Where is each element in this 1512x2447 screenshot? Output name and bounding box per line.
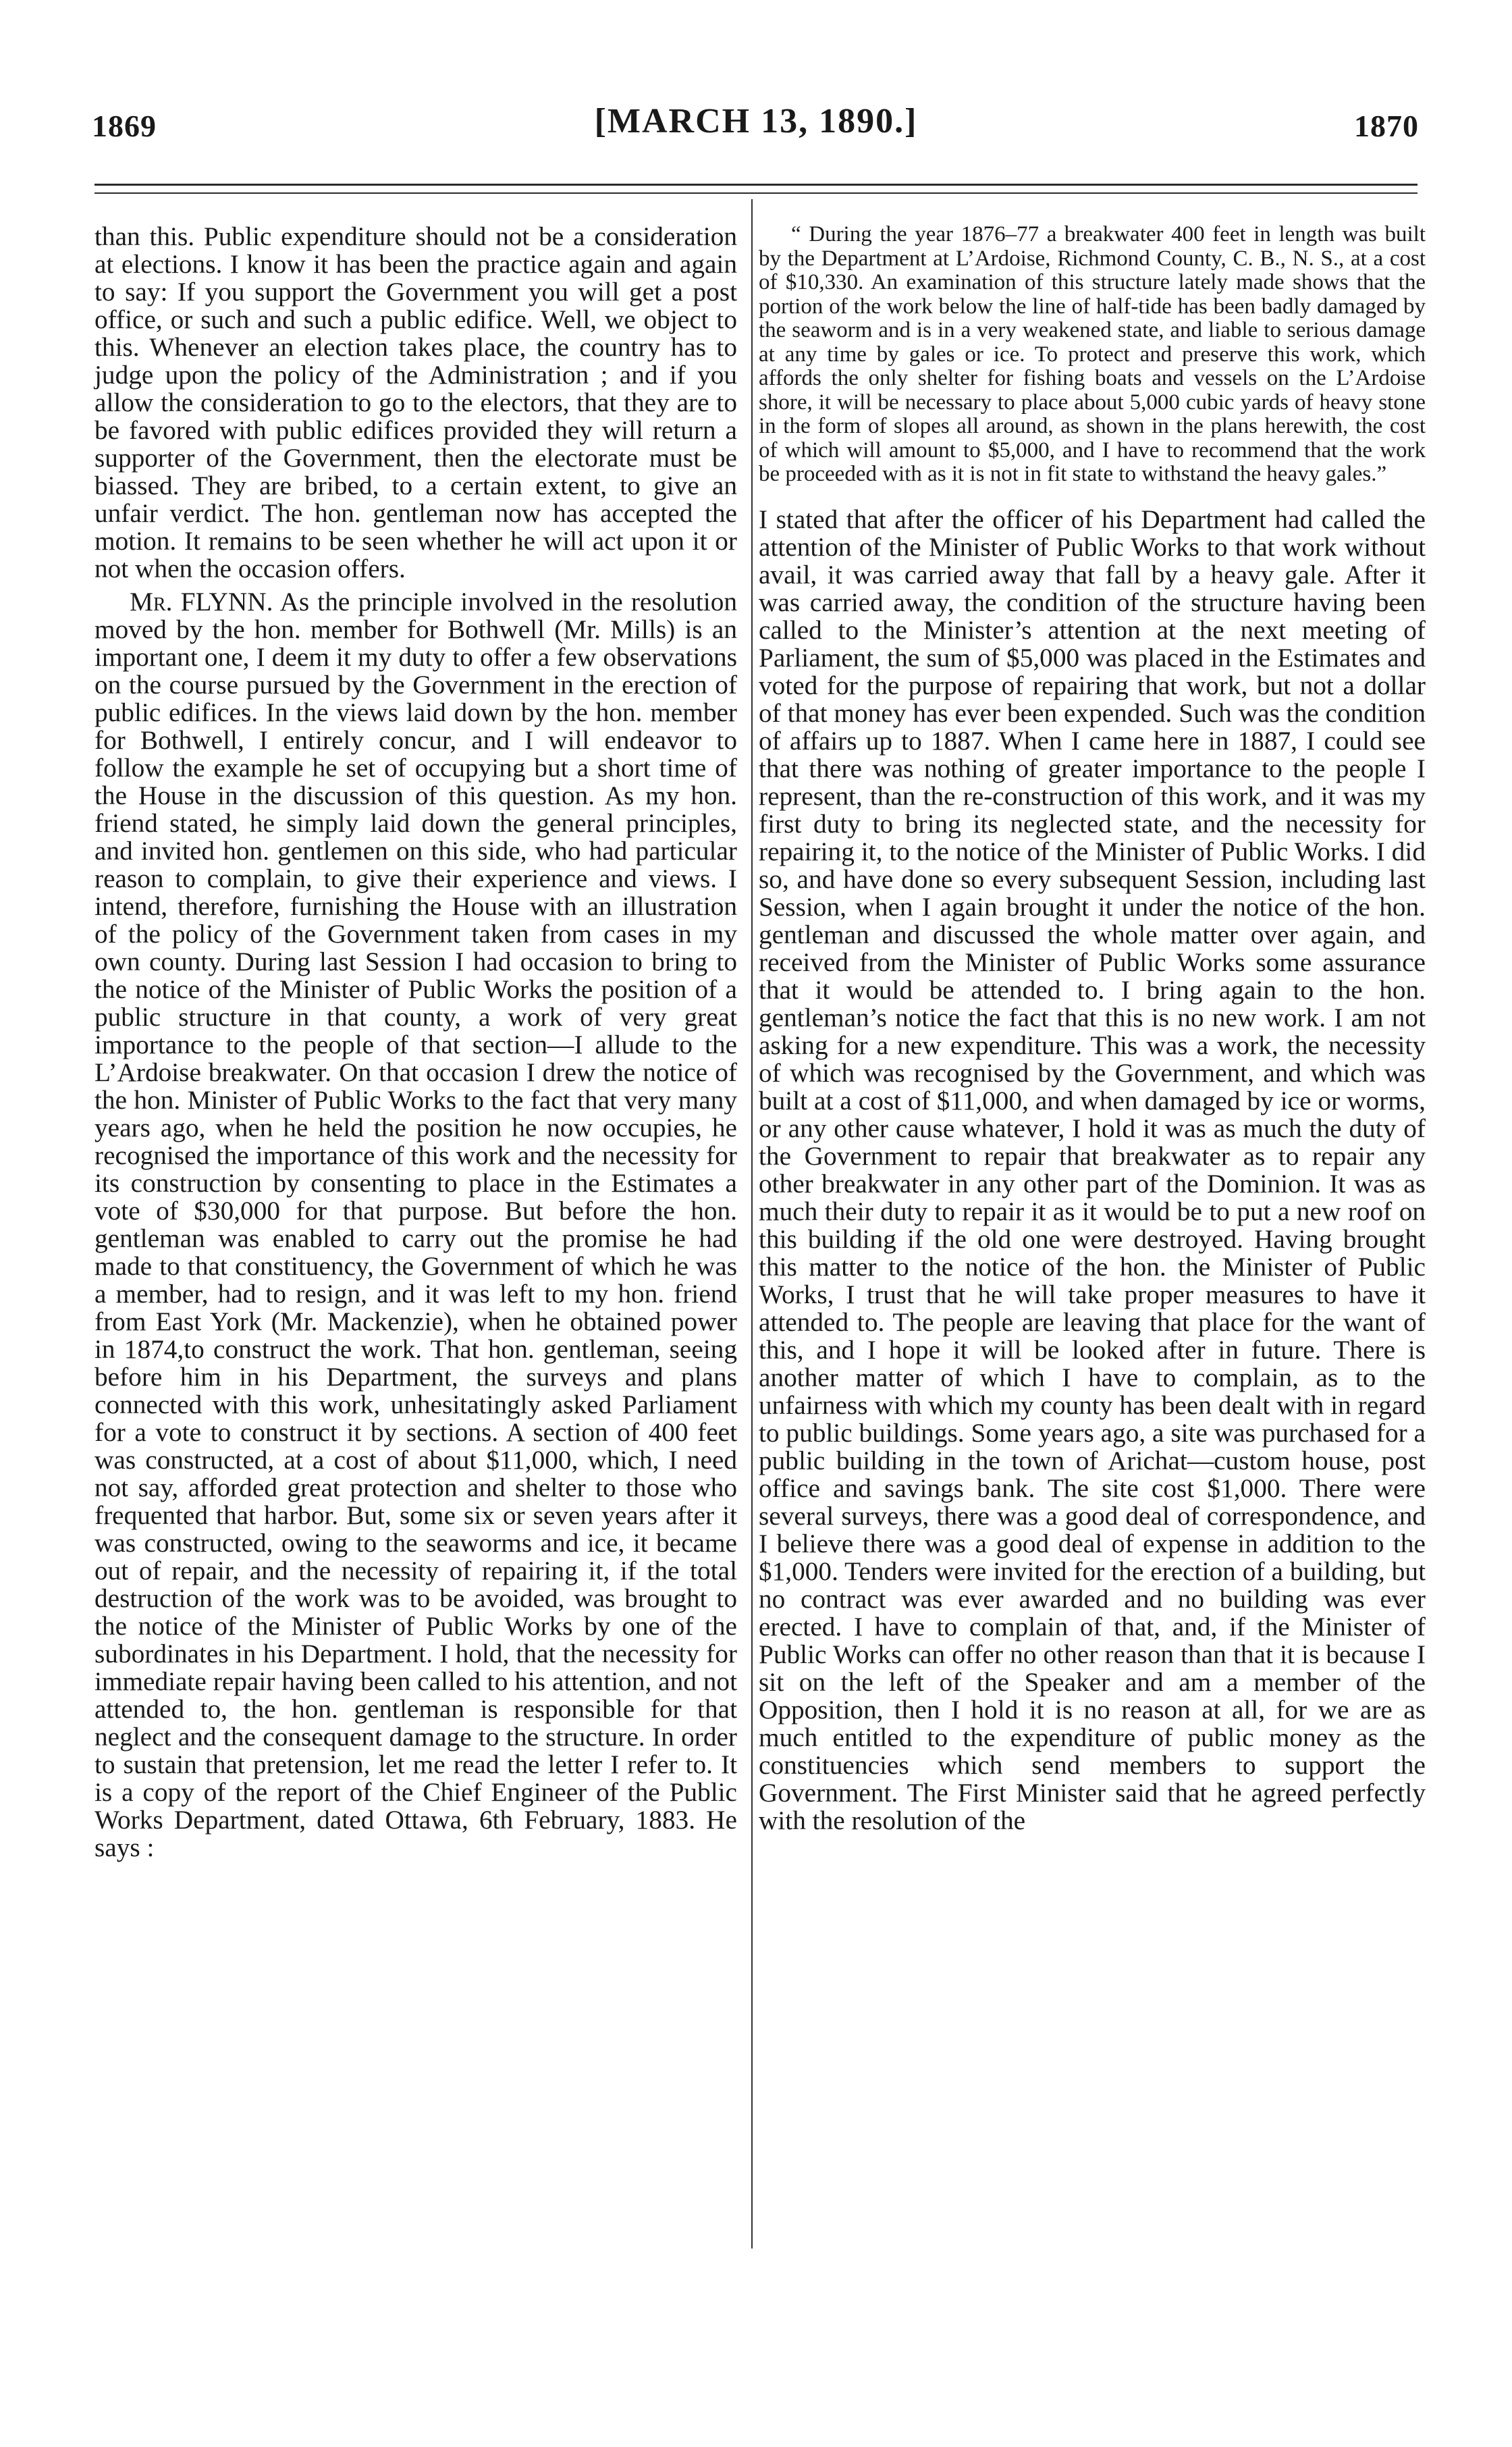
speech-text: As the principle involved in the resolution moved by the hon. member for Bothwell (Mr. Mills) is an important one, I deem it my duty to offer a few observations on the course pursued by the Government in the erection of public edifices. In the views laid down by the hon. member for Bothwell, I entirely concur, and I will endeavor to follow the example he set of occupying but a short time of the House in the discussion of this question. As my hon. friend stated, he simply laid down the general principles, and invited hon. gentlemen on this side, who had particular reason to complain, to give their experience and views. I intend, therefore, furnishing the House with an illustration of the policy of the Government taken from cases in my own county. During last Session I had occasion to bring to the notice of the Minister of Public Works the position of a public structure in that county, a work of very great importance to the people of that section—I allude to the L’Ardoise breakwater. On that occasion I drew the notice of the hon. Minister of Public Works to the fact that very many years ago, when he held the position he now occupies, he recognised the importance of this work and the necessity for its construction by consenting to place in the Estimates a vote of $30,000 for that purpose. But before the hon. gentleman was enabled to carry out the promise he had made to that constituency, the Government of which he was a member, had to resign, and it was left to my hon. friend from East York (Mr. Mackenzie), when he obtained power in 1874,to construct the work. That hon. gentleman, seeing before him in his Department, the surveys and plans connected with this work, unhesitatingly asked Parliament for a vote to construct it by sections. A section of 400 feet was constructed, at a cost of about $11,000, which, I need not say, afforded great protection and shelter to those who frequented that harbor. But, some six or seven years after it was constructed, owing to the seaworms and ice, it became out of repair, and the necessity of repairing it, if the total destruction of the work was to be avoided, was brought to the notice of the Minister of Public Works by one of the subordinates in his Department. I hold, that the necessity for immediate repair having been called to his attention, and not attended to, the hon. gentleman is responsible for that neglect and the consequent damage to the structure. In order to sustain that pretension, let me read the letter I refer to. It is a copy of the report of the Chief Engineer of the Public Works Department, dated Ottawa, 6th February, 1883. He says : bbox=[94, 587, 737, 1862]
paragraph: than this. Public expenditure should not be a consideration at elections. I know it has been the practice again and again to say: If you support the Government you will get a post office, or such and such a public edifice. Well, we object to this. Whenever an election takes place, the country has to judge upon the policy of the Administration ; and if you allow the consideration to go to the electors, that they are to be favored with public edifices provided they will return a supporter of the Government, then the electorate must be biassed. They are bribed, to a certain extent, to give an unfair verdict. The hon. gentleman now has accepted the motion. It remains to be seen whether he will act upon it or not when the occasion offers. bbox=[94, 221, 737, 583]
left-column bbox=[94, 223, 737, 1862]
right-column bbox=[759, 223, 1426, 1835]
column-divider bbox=[751, 199, 753, 2248]
page-number-right: 1870 bbox=[1354, 109, 1419, 143]
header-rule-thin bbox=[94, 192, 1418, 194]
speech-paragraph bbox=[94, 588, 737, 1862]
quoted-letter: “ During the year 1876–77 a breakwater 400 feet in length was built by the Department at L’Ardoise, Richmond County, C. B., N. S., at a cost of $10,330. An examination of this structure lately made shows that the portion of the work below the line of half-tide has been badly damaged by the seaworm and is in a very weakened state, and liable to serious damage at any time by gales or ice. To protect and preserve this work, which affords the only shelter for fishing boats and vessels on the L’Ardoise shore, it will be necessary to place about 5,000 cubic yards of heavy stone in the form of slopes all around, as shown in the plans herewith, the cost of which will amount to $5,000, and I have to recommend that the work be proceeded with as it is not in fit state to withstand the heavy gales.” bbox=[759, 222, 1426, 486]
speaker-name: Mr. FLYNN. bbox=[130, 587, 273, 616]
header-rule bbox=[94, 184, 1418, 186]
page-header bbox=[0, 0, 1512, 196]
page-date: [MARCH 13, 1890.] bbox=[594, 102, 918, 140]
paragraph: I stated that after the officer of his Department had called the attention of the Minister of Public Works to that work without avail, it was carried away that fall by a heavy gale. After it was carried away, the condition of the structure having been called to the Minister’s attention at the next meeting of Parliament, the sum of $5,000 was placed in the Estimates and voted for the purpose of repairing that work, but not a dollar of that money has ever been expended. Such was the condition of affairs up to 1887. When I came here in 1887, I could see that there was nothing of greater importance to the people I represent, than the re-construction of this work, and it was my first duty to bring its neglected state, and the necessity for repairing it, to the notice of the Minister of Public Works. I did so, and have done so every subsequent Session, including last Session, when I again brought it under the notice of the hon. gentleman and discussed the whole matter over again, and received from the Minister of Public Works some assurance that it would be attended to. I bring again to the hon. gentleman’s notice the fact that this is no new work. I am not asking for a new expenditure. This was a work, the necessity of which was recognised by the Government, and which was built at a cost of $11,000, and when damaged by ice or worms, or any other cause whatever, I hold it was as much the duty of the Government to repair that breakwater as to repair any other breakwater in any other part of the Dominion. It was as much their duty to repair it as it would be to put a new roof on this building if the old one were destroyed. Having brought this matter to the notice of the hon. the Minister of Public Works, I trust that he will take proper measures to have it attended to. The people are leaving that place for the want of this, and I hope it will be looked after in future. There is another matter of which I have to complain, as to the unfairness with which my county has been dealt with in regard to public buildings. Some years ago, a site was purchased for a public building in the town of Arichat—custom house, post office and savings bank. The site cost $1,000. There were several surveys, there was a good deal of correspondence, and I believe there was a good deal of expense in addition to the $1,000. Tenders were invited for the erection of a building, but no contract was ever awarded and no building was ever erected. I have to complain of that, and, if the Minister of Public Works can offer no other reason than that it is because I sit on the left of the Speaker and am a member of the Opposition, then I hold it is no reason at all, for we are as much entitled to the expenditure of public money as the constituencies which send members to support the Government. The First Minister said that he agreed perfectly with the resolution of the bbox=[759, 504, 1426, 1835]
page-number-left: 1869 bbox=[92, 109, 157, 143]
